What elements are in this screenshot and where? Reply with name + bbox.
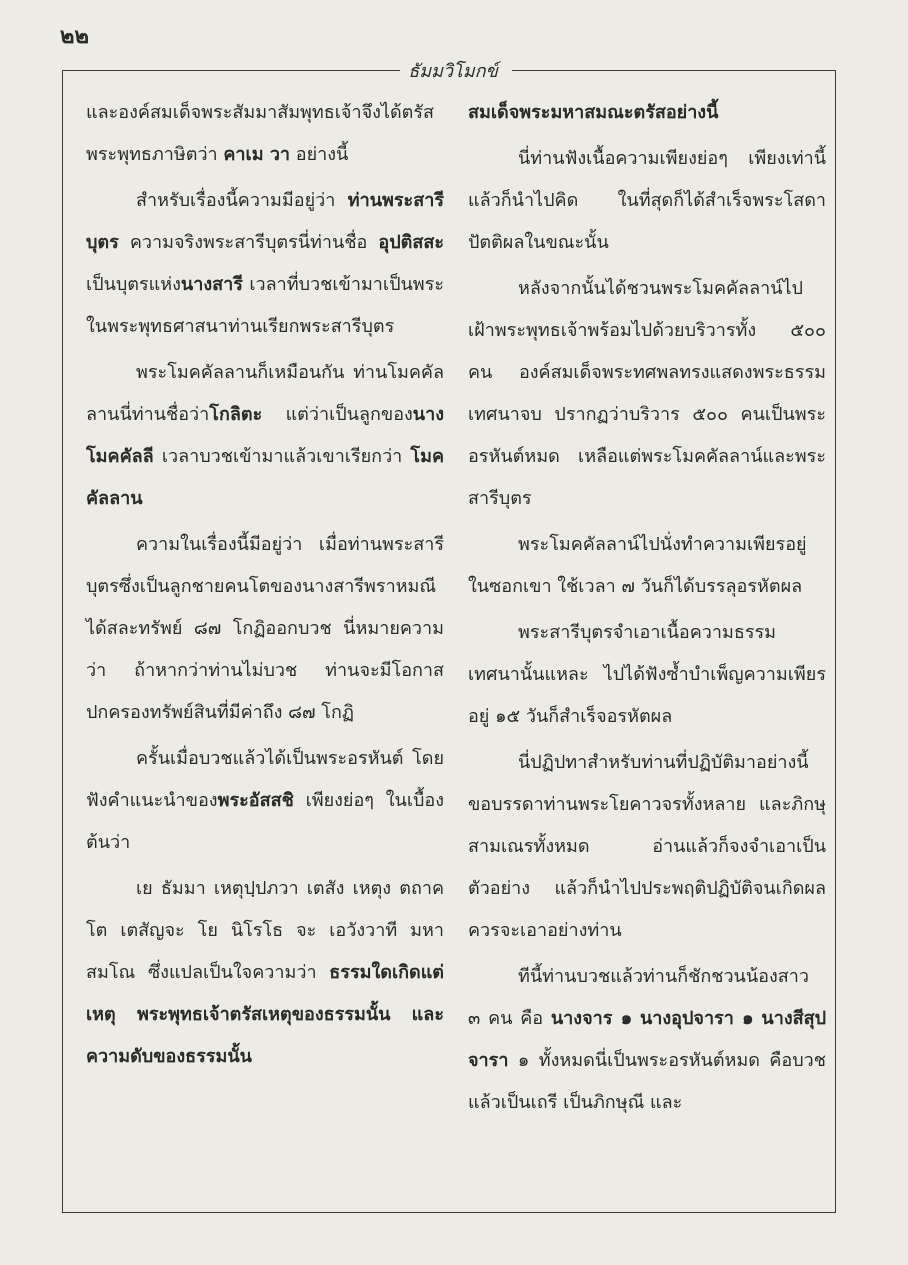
- paragraph: [468, 524, 826, 608]
- text-run: เป็นบุตรแห่ง: [86, 274, 181, 295]
- text-run: เวลาที่บวชเข้ามาเป็นพระในพระพุทธศาสนาท่านเรียกพระสารีบุตร: [86, 274, 444, 337]
- paragraph: [468, 268, 826, 520]
- text-run: พระโมคคัลลานก็เหมือนกัน ท่านโมคคัลลานนี่ท่านชื่อว่า: [86, 362, 444, 425]
- bold-text: คาเม วา: [223, 144, 291, 165]
- page-number: ๒๒: [60, 23, 90, 49]
- text-run: ความจริงพระสารีบุตรนี่ท่านชื่อ: [118, 232, 379, 253]
- paragraph: [86, 738, 444, 864]
- left-column: [86, 92, 444, 1082]
- text-run: แต่ว่าเป็นลูกของ: [262, 404, 413, 425]
- bold-text: นางโมคคัลลี: [86, 404, 444, 467]
- text-run: เพียงย่อๆ ในเบื้องต้นว่า: [86, 790, 444, 853]
- text-run: [632, 1008, 640, 1029]
- bold-text: ท่านพระสารีบุตร: [86, 190, 444, 253]
- running-header: ธัมมวิโมกข์: [408, 61, 498, 82]
- right-column: [468, 92, 826, 1128]
- paragraph: [86, 524, 444, 734]
- bold-text: อุปติสสะ: [378, 232, 444, 253]
- paragraph: [468, 742, 826, 952]
- text-run: พระโมคคัลลาน์ไปนั่งทำความเพียรอยู่ในซอกเขา ใช้เวลา ๗ วันก็ได้บรรลุอรหัตผล: [468, 534, 807, 597]
- paragraph: [468, 956, 826, 1124]
- text-run: สำหรับเรื่องนี้ความมีอยู่ว่า: [136, 190, 348, 211]
- paragraph: [468, 138, 826, 264]
- text-run: ครั้นเมื่อบวชแล้วได้เป็นพระอรหันต์ โดยฟังคำแนะนำของ: [86, 748, 444, 811]
- bold-text: โมคคัลลาน: [86, 446, 444, 509]
- text-run: เวลาบวชเข้ามาแล้วเขาเรียกว่า: [153, 446, 411, 467]
- text-run: ๑ ทั้งหมดนี่เป็นพระอรหันต์หมด คือบวชแล้วเป็นเถรี เป็นภิกษุณี และ: [468, 1050, 826, 1113]
- bold-text: สมเด็จพระมหาสมณะตรัสอย่างนี้: [468, 102, 719, 123]
- paragraph: [468, 92, 826, 134]
- text-run: นี่ท่านฟังเนื้อความเพียงย่อๆ เพียงเท่านี้ แล้วก็นำไปคิด ในที่สุดก็ได้สำเร็จพระโสดาปัตติผลในขณะนั้น: [468, 148, 826, 253]
- text-run: และองค์สมเด็จพระสัมมาสัมพุทธเจ้าจึงได้ตรัสพระพุทธภาษิตว่า: [86, 102, 435, 165]
- paragraph: [86, 868, 444, 1078]
- bold-text: พระอัสสชิ: [217, 790, 294, 811]
- paragraph: [86, 352, 444, 520]
- paragraph: [86, 180, 444, 348]
- bold-text: นางอุปจารา ๑: [639, 1008, 754, 1029]
- text-run: นี่ปฏิปทาสำหรับท่านที่ปฏิบัติมาอย่างนี้ ขอบรรดาท่านพระโยคาวจรทั้งหลาย และภิกษุสามเณรทั้งหมด อ่านแล้วก็จงจำเอาเป็นตัวอย่าง แล้วก็นำไปประพฤติปฏิบัติจนเกิดผล ควรจะเอาอย่างท่าน: [468, 752, 826, 941]
- text-run: อย่างนี้: [290, 144, 349, 165]
- text-run: หลังจากนั้นได้ชวนพระโมคคัลลาน์ไปเฝ้าพระพุทธเจ้าพร้อมไปด้วยบริวารทั้ง ๕๐๐ คน องค์สมเด็จพระทศพลทรงแสดงพระธรรมเทศนาจบ ปรากฏว่าบริวาร ๕๐๐ คนเป็นพระอรหันต์หมด เหลือแต่พระโมคคัลลาน์และพระสารีบุตร: [468, 278, 826, 509]
- text-run: เย ธัมมา เหตุปฺปภวา เตสัง เหตุง ตถาคโต เตสัญจะ โย นิโรโธ จะ เอวังวาที มหาสมโณ ซึ่งแปลเป็นใจความว่า: [86, 878, 444, 983]
- paragraph: [86, 92, 444, 176]
- text-run: ทีนี้ท่านบวชแล้วท่านก็ชักชวนน้องสาว ๓ คน คือ: [468, 966, 809, 1029]
- paragraph: [468, 612, 826, 738]
- bold-text: นางสารี: [180, 274, 243, 295]
- text-run: พระสารีบุตรจำเอาเนื้อความธรรมเทศนานั้นแหละ ไปได้ฟังซ้ำบำเพ็ญความเพียรอยู่ ๑๕ วันก็สำเร็จอรหัตผล: [468, 622, 826, 727]
- bold-text: นางจาร ๑: [550, 1008, 633, 1029]
- bold-text: โกลิตะ: [209, 404, 263, 425]
- bold-text: ธรรมใดเกิดแต่เหตุ พระพุทธเจ้าตรัสเหตุของธรรมนั้น และความดับของธรรมนั้น: [86, 962, 444, 1067]
- bold-text: นางสีสุปจารา: [468, 1008, 827, 1071]
- text-run: ความในเรื่องนี้มีอยู่ว่า เมื่อท่านพระสารีบุตรซึ่งเป็นลูกชายคนโตของนางสารีพราหมณี ได้สละทรัพย์ ๘๗ โกฏิออกบวช นี่หมายความว่า ถ้าหากว่าท่านไม่บวช ท่านจะมีโอกาสปกครองทรัพย์สินที่มีค่าถึง ๘๗ โกฏิ: [86, 534, 444, 723]
